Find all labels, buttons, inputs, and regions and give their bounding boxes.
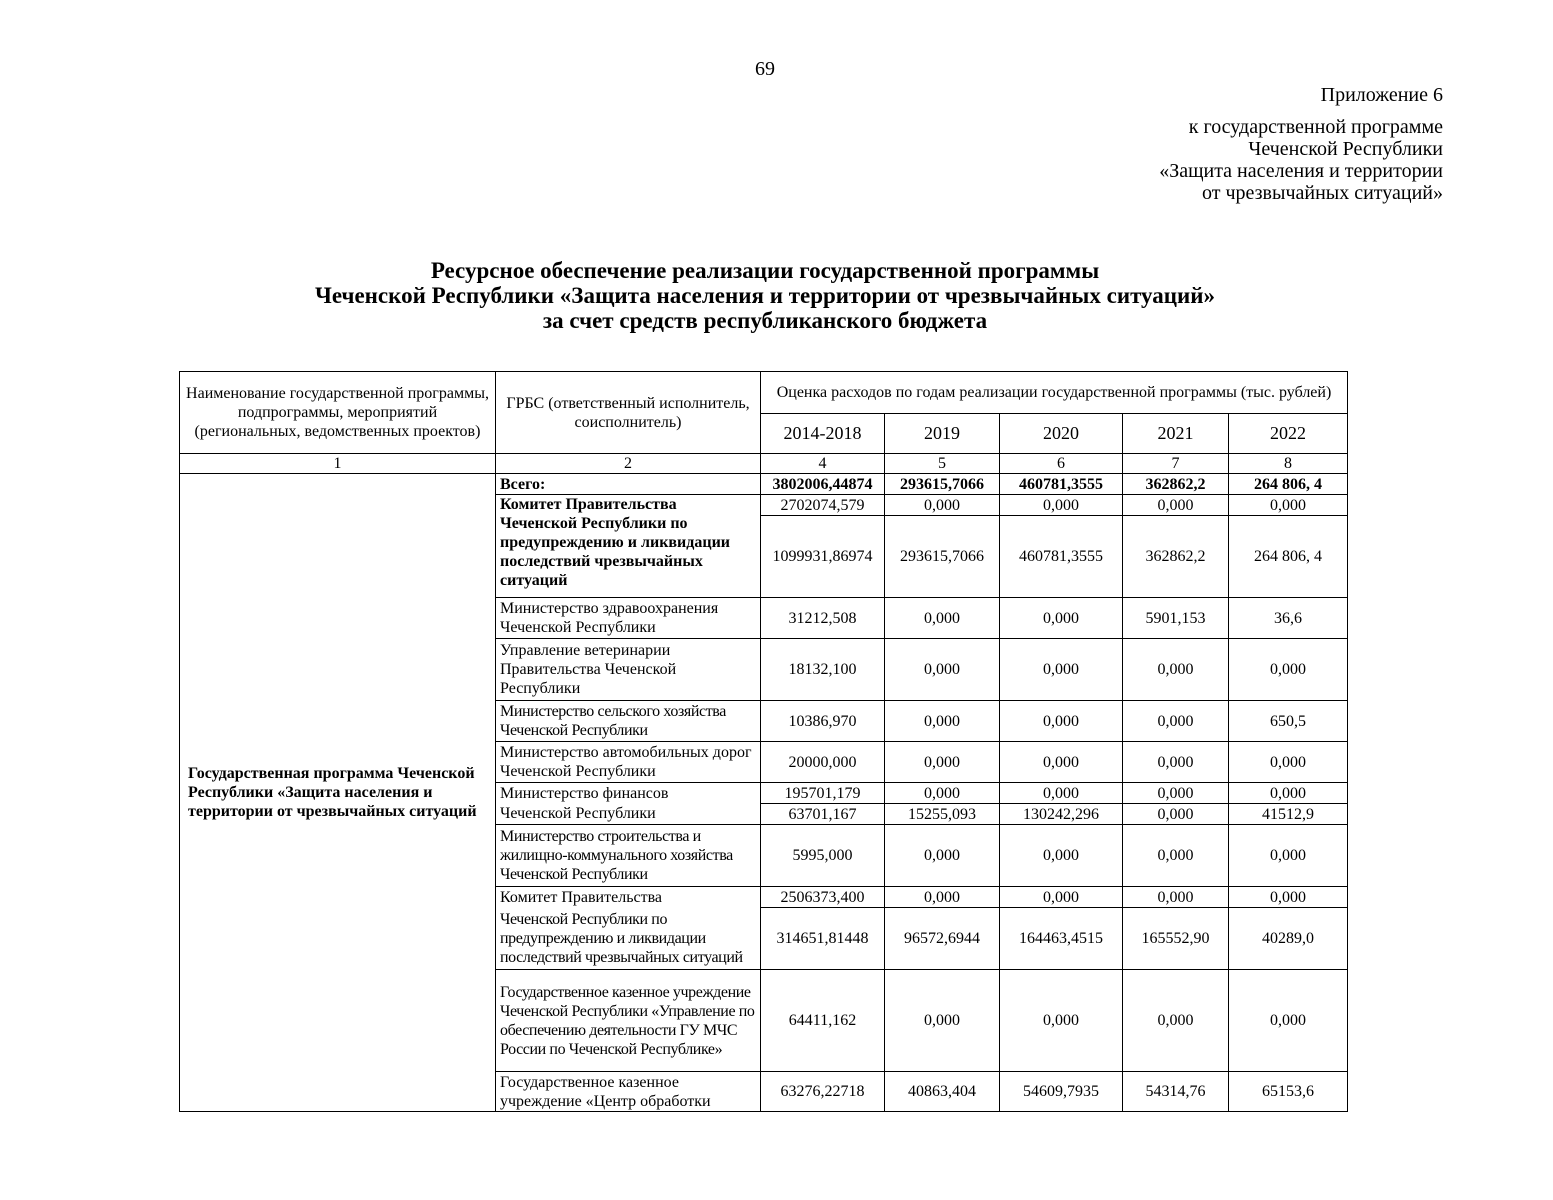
value-cell: 0,000	[885, 970, 1000, 1072]
document-title	[0, 258, 1530, 333]
value-cell: 0,000	[1229, 783, 1348, 804]
value-cell: 3802006,44874	[761, 474, 885, 495]
value-cell: 293615,7066	[885, 516, 1000, 598]
value-cell: 0,000	[1229, 742, 1348, 783]
value-cell: 460781,3555	[1000, 516, 1123, 598]
title-line: Ресурсное обеспечение реализации государственной программы	[430, 258, 1100, 283]
value-cell: 54609,7935	[1000, 1072, 1123, 1112]
value-cell: 65153,6	[1229, 1072, 1348, 1112]
value-cell: 40289,0	[1229, 908, 1348, 970]
value-cell: 0,000	[885, 598, 1000, 639]
value-cell: 130242,296	[1000, 804, 1123, 825]
value-cell: 1099931,86974	[761, 516, 885, 598]
value-cell: 15255,093	[885, 804, 1000, 825]
budget-table	[179, 371, 1348, 1112]
value-cell: 0,000	[1123, 804, 1229, 825]
value-cell: 362862,2	[1123, 516, 1229, 598]
value-cell: 0,000	[1000, 495, 1123, 516]
value-cell: 650,5	[1229, 701, 1348, 742]
header-year: 2014-2018	[761, 414, 885, 454]
index-cell: 7	[1123, 454, 1229, 474]
value-cell: 0,000	[1000, 970, 1123, 1072]
value-cell: 0,000	[1000, 701, 1123, 742]
value-cell: 5995,000	[761, 825, 885, 887]
value-cell: 362862,2	[1123, 474, 1229, 495]
value-cell: 0,000	[1000, 639, 1123, 701]
value-cell: 5901,153	[1123, 598, 1229, 639]
value-cell: 20000,000	[761, 742, 885, 783]
value-cell: 0,000	[1123, 887, 1229, 908]
header-estimate: Оценка расходов по годам реализации государственной программы (тыс. рублей)	[761, 372, 1348, 414]
grbs-label: Управление ветеринарии Правительства Чеченской Республики	[496, 639, 761, 701]
value-cell: 0,000	[1123, 639, 1229, 701]
value-cell: 63276,22718	[761, 1072, 885, 1112]
index-cell: 4	[761, 454, 885, 474]
grbs-label: Чеченской Республики по предупреждению и ликвидации последствий чрезвычайных ситуаций	[496, 908, 761, 970]
header-name: Наименование государственной программы, подпрограммы, мероприятий (региональных, ведомственных проектов)	[180, 372, 496, 454]
grbs-label: Министерство строительства и жилищно-коммунального хозяйства Чеченской Республики	[496, 825, 761, 887]
index-cell: 2	[496, 454, 761, 474]
grbs-label: Комитет Правительства Чеченской Республики по предупреждению и ликвидации последствий чрезвычайных ситуаций	[496, 495, 761, 598]
index-cell: 5	[885, 454, 1000, 474]
value-cell: 0,000	[1000, 742, 1123, 783]
value-cell: 0,000	[1000, 825, 1123, 887]
value-cell: 0,000	[1229, 639, 1348, 701]
value-cell: 165552,90	[1123, 908, 1229, 970]
title-line: за счет средств республиканского бюджета	[542, 308, 988, 333]
value-cell: 31212,508	[761, 598, 885, 639]
value-cell: 41512,9	[1229, 804, 1348, 825]
value-cell: 10386,970	[761, 701, 885, 742]
grbs-label: Министерство автомобильных дорог Чеченской Республики	[496, 742, 761, 783]
value-cell: 18132,100	[761, 639, 885, 701]
value-cell: 0,000	[1229, 887, 1348, 908]
value-cell: 63701,167	[761, 804, 885, 825]
value-cell: 0,000	[1123, 701, 1229, 742]
value-cell: 293615,7066	[885, 474, 1000, 495]
value-cell: 36,6	[1229, 598, 1348, 639]
index-cell: 8	[1229, 454, 1348, 474]
header-year: 2022	[1229, 414, 1348, 454]
appendix-block	[1159, 84, 1443, 204]
grbs-label: Министерство финансов	[496, 783, 761, 804]
value-cell: 0,000	[1229, 495, 1348, 516]
header-year: 2020	[1000, 414, 1123, 454]
value-cell: 0,000	[885, 825, 1000, 887]
grbs-label: Министерство сельского хозяйства Чеченской Республики	[496, 701, 761, 742]
appendix-line: Чеченской Республики	[1248, 138, 1443, 160]
program-name: Государственная программа Чеченской Республики «Защита населения и территории от чрезвычайных ситуаций	[180, 474, 496, 1112]
appendix-title: Приложение 6	[1320, 84, 1443, 106]
appendix-line: от чрезвычайных ситуаций»	[1202, 182, 1443, 204]
value-cell: 40863,404	[885, 1072, 1000, 1112]
header-year: 2019	[885, 414, 1000, 454]
value-cell: 0,000	[1000, 783, 1123, 804]
value-cell: 0,000	[885, 639, 1000, 701]
title-line: Чеченской Республики «Защита населения и территории от чрезвычайных ситуаций»	[314, 283, 1216, 308]
grbs-label: Министерство здравоохранения Чеченской Республики	[496, 598, 761, 639]
value-cell: 2702074,579	[761, 495, 885, 516]
page-number: 69	[755, 58, 775, 80]
value-cell: 0,000	[1123, 825, 1229, 887]
value-cell: 0,000	[1123, 970, 1229, 1072]
value-cell: 0,000	[885, 495, 1000, 516]
value-cell: 64411,162	[761, 970, 885, 1072]
header-grbs: ГРБС (ответственный исполнитель, соисполнитель)	[496, 372, 761, 454]
value-cell: 96572,6944	[885, 908, 1000, 970]
value-cell: 195701,179	[761, 783, 885, 804]
value-cell: 0,000	[1123, 495, 1229, 516]
value-cell: 0,000	[1229, 825, 1348, 887]
value-cell: 0,000	[1000, 887, 1123, 908]
header-year: 2021	[1123, 414, 1229, 454]
value-cell: 460781,3555	[1000, 474, 1123, 495]
grbs-label: Государственное казенное учреждение «Центр обработки	[496, 1072, 761, 1112]
value-cell: 2506373,400	[761, 887, 885, 908]
value-cell: 164463,4515	[1000, 908, 1123, 970]
grbs-label: Всего:	[496, 474, 761, 495]
value-cell: 264 806, 4	[1229, 474, 1348, 495]
value-cell: 0,000	[1229, 970, 1348, 1072]
value-cell: 0,000	[885, 783, 1000, 804]
appendix-line: к государственной программе	[1188, 116, 1443, 138]
appendix-line: «Защита населения и территории	[1159, 160, 1443, 182]
value-cell: 0,000	[1123, 742, 1229, 783]
value-cell: 264 806, 4	[1229, 516, 1348, 598]
value-cell: 0,000	[1000, 598, 1123, 639]
value-cell: 54314,76	[1123, 1072, 1229, 1112]
grbs-label: Комитет Правительства	[496, 887, 761, 908]
value-cell: 0,000	[885, 701, 1000, 742]
index-cell: 1	[180, 454, 496, 474]
grbs-label: Государственное казенное учреждение Чеченской Республики «Управление по обеспечению деятельности ГУ МЧС России по Чеченской Республике»	[496, 970, 761, 1072]
value-cell: 0,000	[1123, 783, 1229, 804]
value-cell: 0,000	[885, 742, 1000, 783]
grbs-label: Чеченской Республики	[496, 804, 761, 825]
value-cell: 0,000	[885, 887, 1000, 908]
index-cell: 6	[1000, 454, 1123, 474]
table-row	[180, 474, 1348, 495]
value-cell: 314651,81448	[761, 908, 885, 970]
